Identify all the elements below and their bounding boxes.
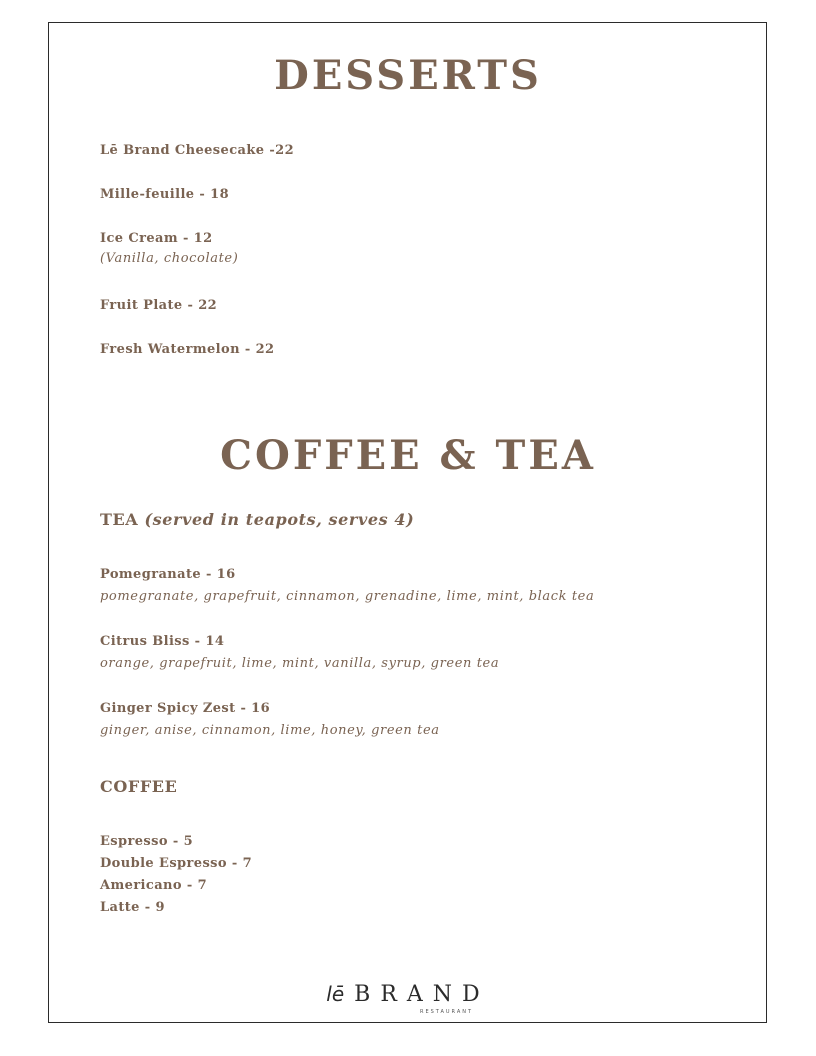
- dessert-item-name: Fresh Watermelon - 22: [100, 342, 275, 357]
- coffee-item: Latte - 9: [100, 900, 165, 915]
- dessert-item: [100, 186, 229, 204]
- tea-item-name: Pomegranate - 16: [100, 567, 236, 582]
- tea-heading: [100, 510, 414, 529]
- coffee-tea-title: COFFEE & TEA: [220, 432, 596, 479]
- coffee-heading: COFFEE: [100, 777, 178, 796]
- dessert-item: [100, 230, 238, 268]
- dessert-item-name: Fruit Plate - 22: [100, 298, 218, 313]
- desserts-title: DESSERTS: [274, 52, 542, 99]
- tea-item-name: Citrus Bliss - 14: [100, 634, 225, 649]
- tea-item-ingredients: ginger, anise, cinnamon, lime, honey, green tea: [100, 723, 440, 738]
- coffee-item: Double Espresso - 7: [100, 856, 253, 871]
- dessert-item-description: (Vanilla, chocolate): [100, 251, 239, 266]
- tea-item-ingredients: orange, grapefruit, lime, mint, vanilla, syrup, green tea: [100, 656, 500, 671]
- coffee-list: [100, 831, 252, 919]
- brand-logo: [0, 982, 816, 1015]
- dessert-item: [100, 142, 294, 160]
- logo-le: lē: [326, 982, 345, 1006]
- dessert-item-name: Ice Cream - 12: [100, 231, 213, 246]
- coffee-item: Espresso - 5: [100, 834, 194, 849]
- tea-serving-note: (served in teapots, serves 4): [144, 510, 415, 529]
- dessert-item: [100, 341, 274, 359]
- tea-item: [100, 566, 594, 606]
- tea-item-ingredients: pomegranate, grapefruit, cinnamon, grenadine, lime, mint, black tea: [100, 589, 595, 604]
- logo-brand: BRAND: [354, 982, 490, 1007]
- logo-restaurant: RESTAURANT: [420, 1009, 474, 1015]
- dessert-item-name: Mille-feuille - 18: [100, 187, 230, 202]
- dessert-item-name: Lē Brand Cheesecake -22: [100, 143, 295, 158]
- coffee-item: Americano - 7: [100, 878, 208, 893]
- tea-item: [100, 633, 499, 673]
- tea-item-name: Ginger Spicy Zest - 16: [100, 701, 271, 716]
- dessert-item: [100, 297, 217, 315]
- tea-heading-label: TEA: [100, 510, 139, 529]
- tea-item: [100, 700, 440, 740]
